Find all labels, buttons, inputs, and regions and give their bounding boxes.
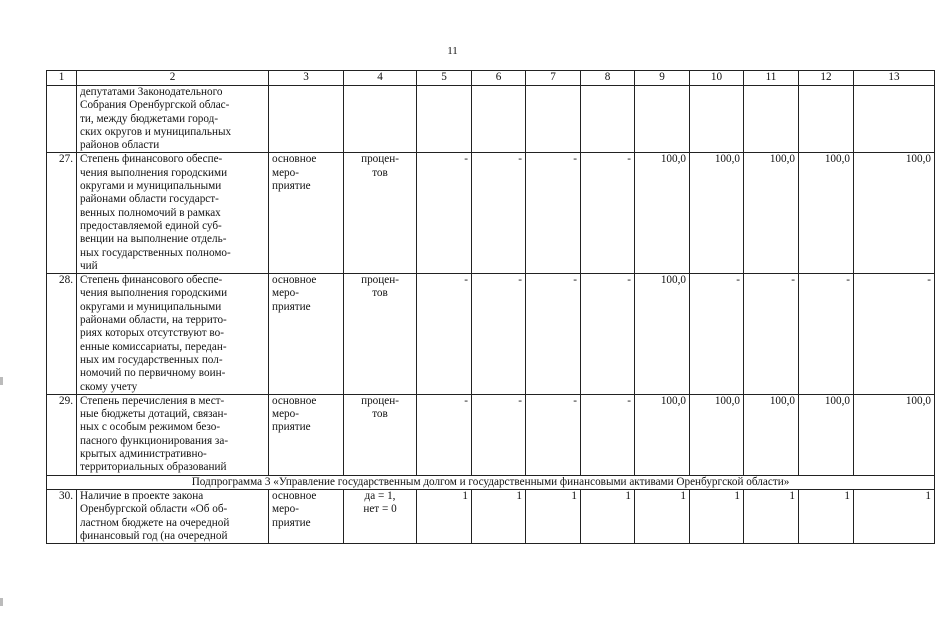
cell-text-line: ные бюджеты дотаций, связан- xyxy=(80,408,228,421)
value-cell: 100,0 xyxy=(635,153,690,274)
cell-text-line: чий xyxy=(80,259,98,272)
cell-text-line: процен- xyxy=(361,394,399,407)
value-cell: - xyxy=(690,274,744,395)
row-number: 29. xyxy=(47,394,77,475)
value-cell: 1 xyxy=(635,489,690,543)
cell-text-line: ских округов и муниципальных xyxy=(80,125,232,138)
cell-text-line: Степень перечисления в мест- xyxy=(80,394,225,407)
table-row xyxy=(47,274,935,395)
table-row xyxy=(47,489,935,543)
cell-text-line: пасного функционирования за- xyxy=(80,434,229,447)
cell-text-line: да = 1, xyxy=(364,489,396,502)
cell-text-line: основное xyxy=(272,274,317,287)
value-cell xyxy=(744,86,799,153)
value-cell xyxy=(799,86,854,153)
value-cell: - xyxy=(799,274,854,395)
cell-text-line: меро- xyxy=(272,287,299,300)
value-cell: - xyxy=(581,394,635,475)
value-cell xyxy=(526,86,581,153)
column-number: 8 xyxy=(581,71,635,86)
value-cell xyxy=(581,86,635,153)
cell-text-line: ных государственных полномо- xyxy=(80,246,231,259)
cell-text-line: венции на выполнение отдель- xyxy=(80,233,227,246)
column-number: 13 xyxy=(854,71,935,86)
cell-text-line: приятие xyxy=(272,300,311,313)
cell-text-line: Наличие в проекте закона xyxy=(80,489,204,502)
page-number: 11 xyxy=(447,45,458,57)
value-cell: 1 xyxy=(472,489,526,543)
cell-text-line: ластном бюджете на очередной xyxy=(80,516,230,529)
value-cell xyxy=(635,86,690,153)
column-number: 2 xyxy=(77,71,269,86)
cell-text-line: основное xyxy=(272,489,317,502)
cell-text-line: Степень финансового обеспе- xyxy=(80,153,223,166)
value-cell: 100,0 xyxy=(799,394,854,475)
value-cell: 1 xyxy=(581,489,635,543)
value-cell: - xyxy=(526,153,581,274)
cell-text-line: меро- xyxy=(272,408,299,421)
table-row xyxy=(47,86,935,153)
column-number-row xyxy=(47,71,935,86)
indicator-type xyxy=(269,489,344,543)
row-number: 28. xyxy=(47,274,77,395)
cell-text-line: тов xyxy=(372,287,388,300)
indicator-name xyxy=(77,153,269,274)
value-cell: 1 xyxy=(854,489,935,543)
cell-text-line: районов области xyxy=(80,139,160,152)
cell-text-line: ных им государственных пол- xyxy=(80,353,223,366)
row-number xyxy=(47,86,77,153)
value-cell: 100,0 xyxy=(690,394,744,475)
cell-text-line: приятие xyxy=(272,421,311,434)
unit-of-measure xyxy=(344,86,417,153)
row-number: 27. xyxy=(47,153,77,274)
cell-text-line: депутатами Законодательного xyxy=(80,86,223,98)
value-cell: 100,0 xyxy=(635,394,690,475)
cell-text-line: скому учету xyxy=(80,380,138,393)
value-cell: - xyxy=(581,274,635,395)
value-cell: 100,0 xyxy=(854,153,935,274)
value-cell: - xyxy=(472,394,526,475)
row-number: 30. xyxy=(47,489,77,543)
indicator-name xyxy=(77,86,269,153)
column-number: 5 xyxy=(417,71,472,86)
value-cell xyxy=(417,86,472,153)
column-number: 1 xyxy=(47,71,77,86)
scan-edge-mark xyxy=(0,598,3,606)
column-number: 7 xyxy=(526,71,581,86)
indicator-type xyxy=(269,394,344,475)
unit-of-measure xyxy=(344,274,417,395)
value-cell: - xyxy=(417,274,472,395)
cell-text-line: ных с особым режимом безо- xyxy=(80,421,221,434)
cell-text-line: тов xyxy=(372,166,388,179)
cell-text-line: финансовый год (на очередной xyxy=(80,529,228,542)
subprogram-row xyxy=(47,475,935,489)
cell-text-line: округами и муниципальными xyxy=(80,300,222,313)
subprogram-title: Подпрограмма 3 «Управление государственным долгом и государственными финансовыми активами Оренбургской области» xyxy=(47,475,935,489)
column-number: 3 xyxy=(269,71,344,86)
cell-text-line: чения выполнения городскими xyxy=(80,166,228,179)
value-cell: - xyxy=(417,394,472,475)
value-cell: - xyxy=(744,274,799,395)
cell-text-line: нет = 0 xyxy=(363,503,397,516)
table-row xyxy=(47,394,935,475)
indicator-type xyxy=(269,274,344,395)
cell-text-line: территориальных образований xyxy=(80,461,227,474)
value-cell: 100,0 xyxy=(635,274,690,395)
cell-text-line: ти, между бюджетами город- xyxy=(80,112,219,125)
cell-text-line: Степень финансового обеспе- xyxy=(80,274,223,287)
value-cell: 1 xyxy=(744,489,799,543)
scan-edge-mark xyxy=(0,377,3,385)
value-cell: 100,0 xyxy=(690,153,744,274)
cell-text-line: основное xyxy=(272,394,317,407)
value-cell: - xyxy=(472,274,526,395)
value-cell: 100,0 xyxy=(799,153,854,274)
column-number: 11 xyxy=(744,71,799,86)
indicator-type xyxy=(269,86,344,153)
column-number: 9 xyxy=(635,71,690,86)
value-cell: - xyxy=(854,274,935,395)
value-cell: 1 xyxy=(417,489,472,543)
indicators-table xyxy=(46,70,935,544)
cell-text-line: округами и муниципальными xyxy=(80,180,222,193)
unit-of-measure xyxy=(344,394,417,475)
cell-text-line: приятие xyxy=(272,516,311,529)
value-cell: - xyxy=(581,153,635,274)
indicator-name xyxy=(77,394,269,475)
value-cell: 100,0 xyxy=(744,394,799,475)
value-cell: 100,0 xyxy=(854,394,935,475)
indicator-type xyxy=(269,153,344,274)
value-cell xyxy=(690,86,744,153)
value-cell: 1 xyxy=(526,489,581,543)
column-number: 12 xyxy=(799,71,854,86)
cell-text-line: крытых административно- xyxy=(80,448,207,461)
cell-text-line: основное xyxy=(272,153,317,166)
cell-text-line: меро- xyxy=(272,503,299,516)
column-number: 4 xyxy=(344,71,417,86)
indicator-name xyxy=(77,274,269,395)
cell-text-line: предоставляемой единой суб- xyxy=(80,219,222,232)
value-cell xyxy=(854,86,935,153)
cell-text-line: процен- xyxy=(361,153,399,166)
value-cell: 100,0 xyxy=(744,153,799,274)
cell-text-line: венных полномочий в рамках xyxy=(80,206,221,219)
value-cell: - xyxy=(526,394,581,475)
cell-text-line: тов xyxy=(372,408,388,421)
value-cell xyxy=(472,86,526,153)
value-cell: 1 xyxy=(799,489,854,543)
cell-text-line: районами области государст- xyxy=(80,193,219,206)
unit-of-measure xyxy=(344,153,417,274)
value-cell: - xyxy=(417,153,472,274)
indicator-name xyxy=(77,489,269,543)
cell-text-line: чения выполнения городскими xyxy=(80,287,228,300)
value-cell: - xyxy=(526,274,581,395)
cell-text-line: приятие xyxy=(272,180,311,193)
value-cell: 1 xyxy=(690,489,744,543)
cell-text-line: Оренбургской области «Об об- xyxy=(80,503,228,516)
value-cell: - xyxy=(472,153,526,274)
unit-of-measure xyxy=(344,489,417,543)
table-row xyxy=(47,153,935,274)
cell-text-line: процен- xyxy=(361,274,399,287)
column-number: 10 xyxy=(690,71,744,86)
cell-text-line: риях которых отсутствуют во- xyxy=(80,327,224,340)
cell-text-line: меро- xyxy=(272,166,299,179)
cell-text-line: енные комиссариаты, передан- xyxy=(80,340,227,353)
cell-text-line: Собрания Оренбургской облас- xyxy=(80,99,230,112)
cell-text-line: номочий по первичному воин- xyxy=(80,367,226,380)
cell-text-line: районами области, на террито- xyxy=(80,314,227,327)
column-number: 6 xyxy=(472,71,526,86)
